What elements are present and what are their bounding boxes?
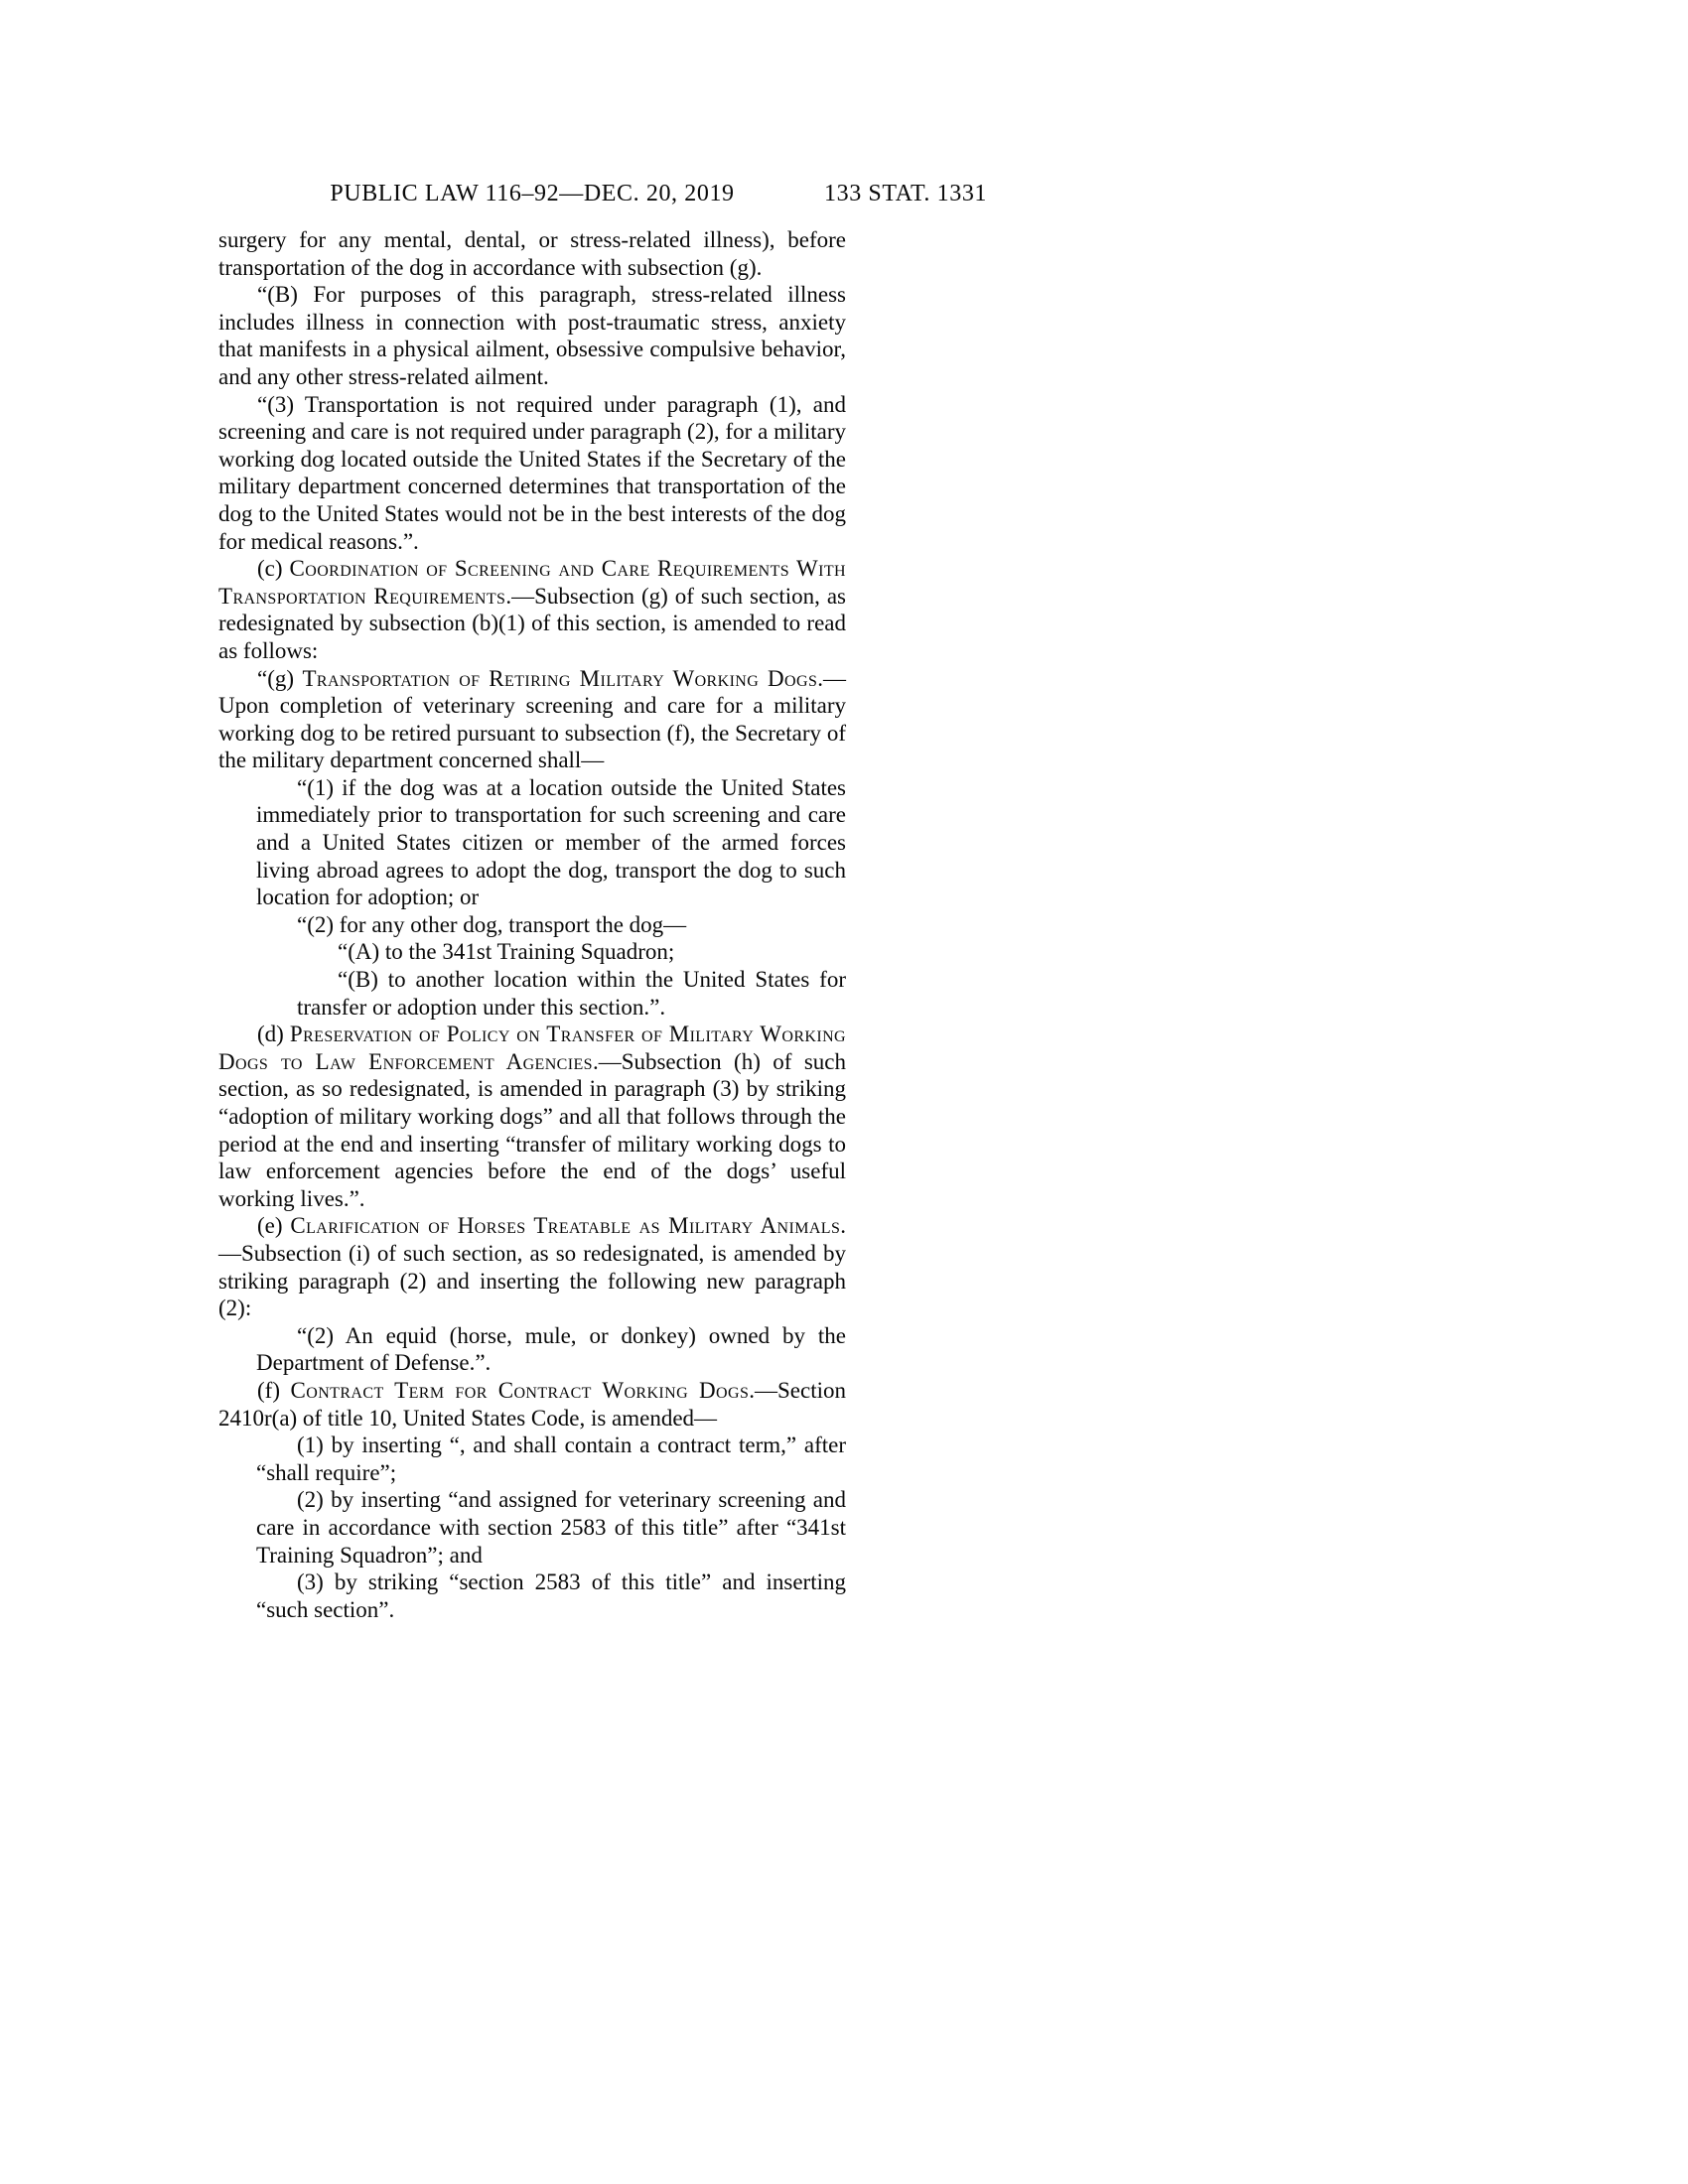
paragraph [218, 665, 846, 774]
page-header-title: PUBLIC LAW 116–92—DEC. 20, 2019 [330, 181, 735, 206]
paragraph [256, 1432, 846, 1486]
paragraph-text: “(1) if the dog was at a location outside the United States immediately prior to transportation for such screening and care and a United States citizen or member of the armed forces living abroad agrees to adopt the dog, transport the dog to such location for adoption; or [256, 774, 846, 910]
paragraph [218, 1377, 846, 1432]
paragraph-text: surgery for any mental, dental, or stress-related illness), before transportation of the dog in accordance with subsection (g). [218, 227, 846, 280]
paragraph [256, 911, 846, 939]
small-caps-heading-text: Transportation of Retiring Military Working Dogs [302, 665, 818, 691]
paragraph-text: (e) [257, 1213, 291, 1239]
paragraph [256, 1569, 846, 1623]
paragraph [218, 391, 846, 556]
paragraph [218, 555, 846, 664]
paragraph [256, 774, 846, 911]
paragraph [218, 226, 846, 281]
paragraph-text: (f) [257, 1377, 291, 1403]
paragraph-text: “(2) for any other dog, transport the dog— [297, 911, 687, 937]
paragraph [297, 966, 846, 1021]
paragraph-text: .—Upon completion of veterinary screening and care for a military working dog to be retired pursuant to subsection (f), the Secretary of the military department concerned shall— [218, 665, 846, 773]
paragraph-text: (3) by striking “section 2583 of this title” and inserting “such section”. [256, 1570, 846, 1622]
paragraph-text: (d) [257, 1022, 290, 1047]
body-text [218, 226, 846, 1623]
small-caps-heading-text: Contract Term for Contract Working Dogs [290, 1377, 750, 1403]
small-caps-heading-text: Preservation of Policy on Transfer of Military Working Dogs to Law Enforcement Agencies [218, 1022, 846, 1074]
paragraph [256, 1486, 846, 1569]
paragraph [256, 1322, 846, 1377]
paragraph [218, 1212, 846, 1321]
paragraph [297, 938, 846, 966]
paragraph [218, 281, 846, 390]
paragraph-text: (1) by inserting “, and shall contain a contract term,” after “shall require”; [256, 1433, 846, 1485]
small-caps-heading-text: Clarification of Horses Treatable as Military Animals [290, 1213, 841, 1239]
paragraph-text: “(A) to the 341st Training Squadron; [338, 939, 675, 965]
paragraph-text: (c) [257, 556, 290, 582]
paragraph-text: “(B) to another location within the United States for transfer or adoption under this section.”. [297, 967, 846, 1020]
paragraph-text: .—Subsection (h) of such section, as so redesignated, is amended in paragraph (3) by striking “adoption of military working dogs” and all that follows through the period at the end and inserting “transfer of military working dogs to law enforcement agencies before the end of the dogs’ useful working lives.”. [218, 1048, 847, 1211]
paragraph-text: “(2) An equid (horse, mule, or donkey) owned by the Department of Defense.”. [256, 1322, 846, 1376]
paragraph-text: .—Subsection (i) of such section, as so redesignated, is amended by striking paragraph (2) and inserting the following new paragraph (2): [218, 1213, 846, 1321]
paragraph-text: (2) by inserting “and assigned for veterinary screening and care in accordance with section 2583 of this title” after “341st Training Squadron”; and [256, 1487, 846, 1568]
paragraph-text: “(g) [257, 665, 303, 691]
small-caps-heading-text: Coordination of Screening and Care Requirements With Transportation Requirements [218, 556, 846, 609]
paragraph-text: “(3) Transportation is not required under paragraph (1), and screening and care is not required under paragraph (2), for a military working dog located outside the United States if the Secretary of the military department concerned determines that transportation of the dog to the United States would not be in the best interests of the dog for medical reasons.”. [218, 391, 846, 554]
paragraph-text: .—Subsection (g) of such section, as redesignated by subsection (b)(1) of this section, is amended to read as follows: [218, 583, 846, 663]
paragraph-text: .—Section 2410r(a) of title 10, United States Code, is amended— [218, 1377, 846, 1431]
paragraph-text: “(B) For purposes of this paragraph, stress-related illness includes illness in connection with post-traumatic stress, anxiety that manifests in a physical ailment, obsessive compulsive behavior, and any other stress-related ailment. [218, 282, 846, 389]
page-header-stat-number: 133 STAT. 1331 [824, 181, 988, 206]
paragraph [218, 1021, 846, 1212]
